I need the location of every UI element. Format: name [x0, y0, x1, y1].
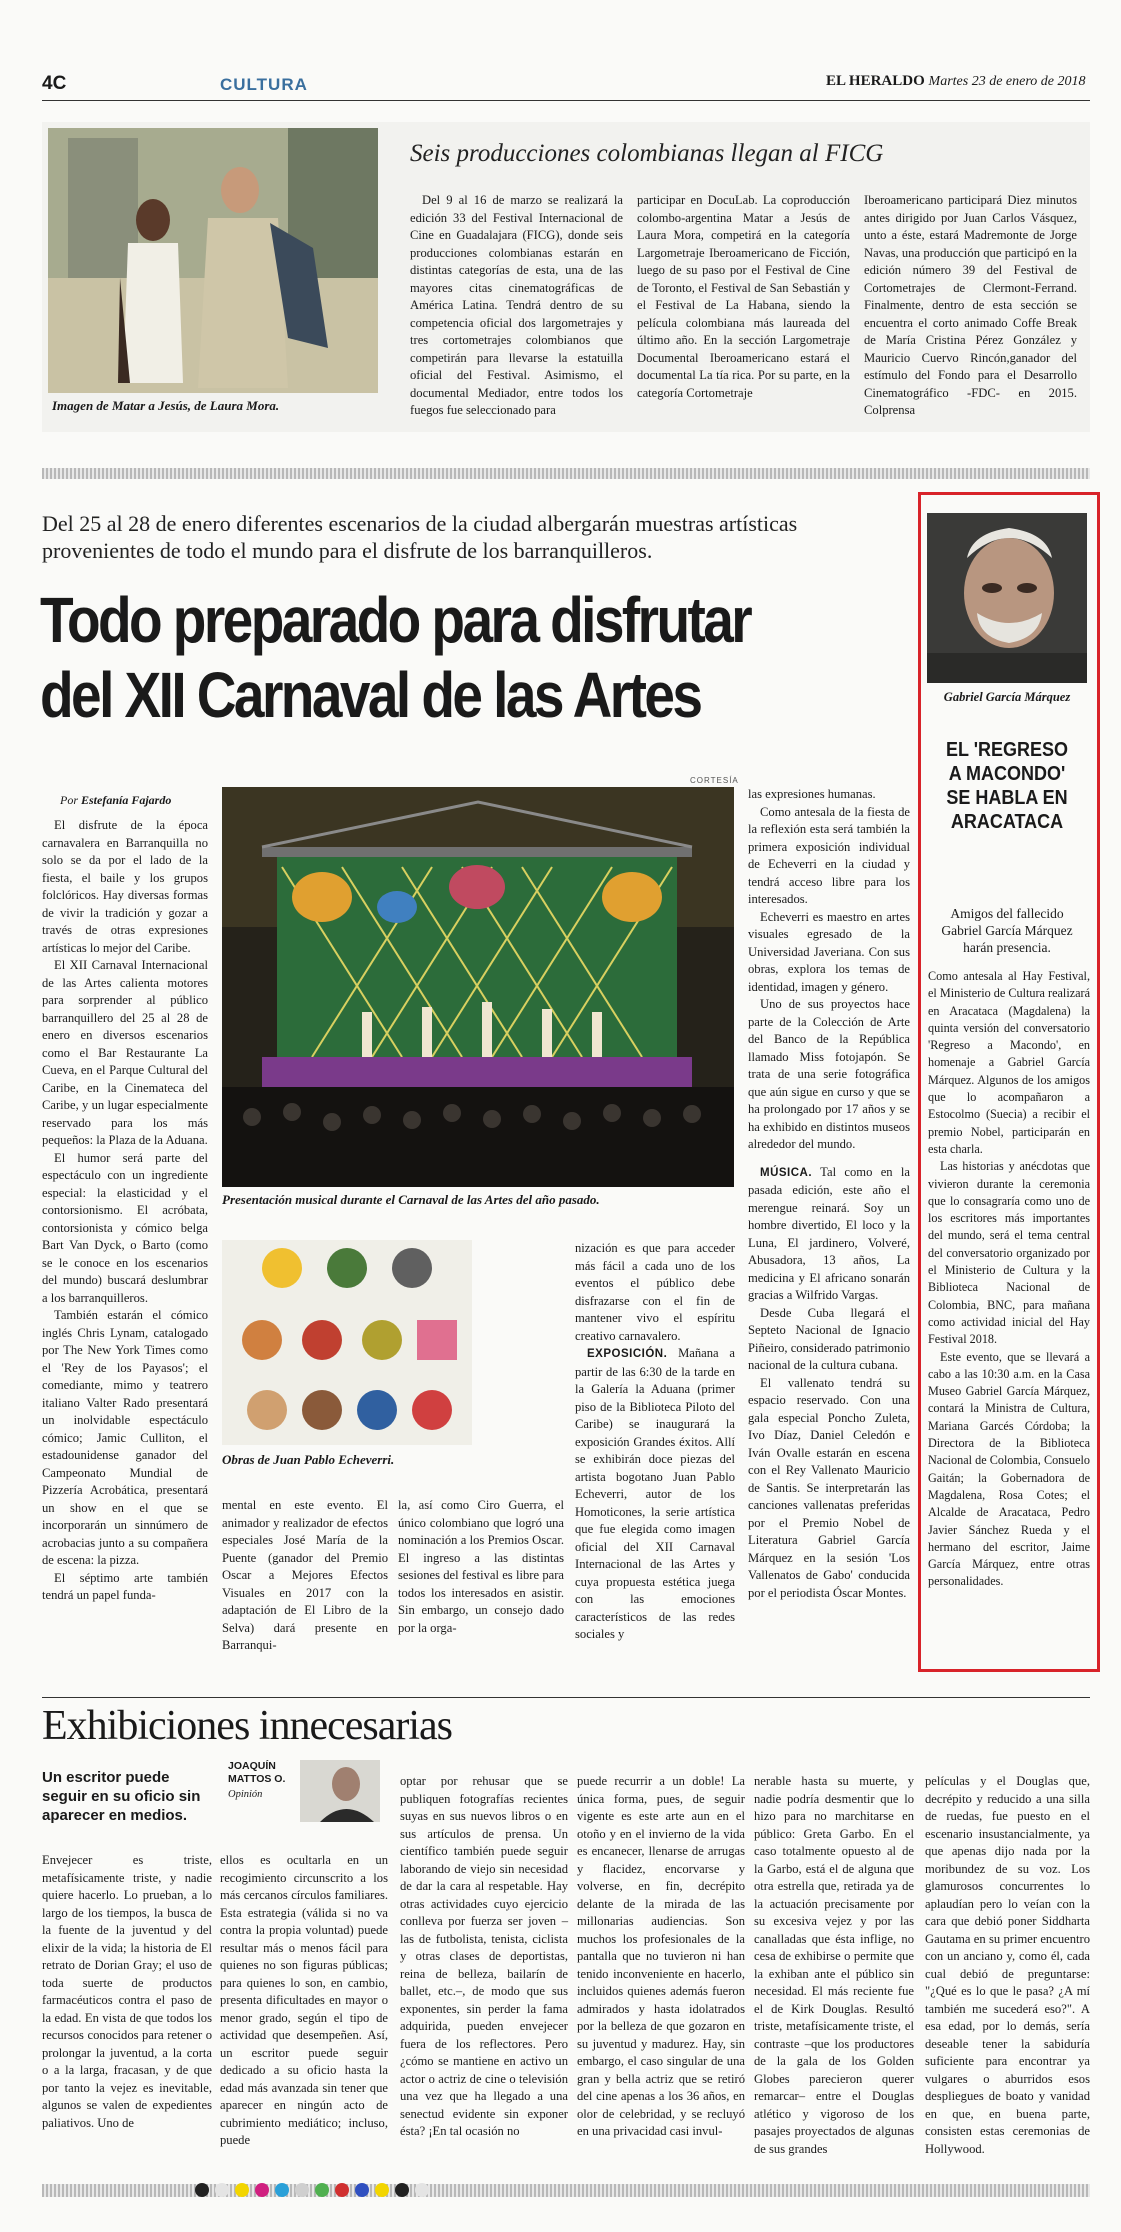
photo-credit: CORTESÍA	[690, 776, 739, 785]
opinion-col-2	[220, 1852, 388, 2150]
carnaval-col1-p2: El XII Carnaval Internacional de las Artes calienta motores para sorprender al público barranquillero del 25 al 28 de enero en diversos escenarios como el Bar Restaurante La Cueva, en el Parque Cultural del Caribe, en la Cinemateca del Caribe, y un lugar especialmente reservado para los más pequeños: la Plaza de la Aduana.	[42, 958, 208, 1147]
carnaval-col-5	[748, 786, 910, 1602]
carnaval-col4-text-a: nización es que para acceder más fácil a cada uno de los eventos el público debe disfrazarse con el fin de mantener vivo el espíritu creativo carnavalero.	[575, 1241, 735, 1343]
author-photo-svg	[300, 1760, 380, 1822]
registration-dot	[275, 2183, 289, 2197]
macondo-p1: Como antesala al Hay Festival, el Ministerio de Cultura realizará en Aracataca (Magdalena) la quinta versión del conversatorio 'Regreso a Macondo', en homenaje a Gabriel García Márquez. Algunos de los amigos que lo acompañaron a Estocolmo (Suecia) a recibir el premio Nobel, participarán en esta charla.	[928, 969, 1090, 1156]
opinion-label: Opinión	[228, 1789, 263, 1800]
registration-dot	[235, 2183, 249, 2197]
ficg-caption: Imagen de Matar a Jesús, de Laura Mora.	[52, 398, 280, 413]
opinion-col-1	[42, 1852, 212, 2132]
gabo-photo-svg	[927, 513, 1087, 683]
divider-stripe-1	[42, 468, 1090, 479]
ficg-photo-svg	[48, 128, 378, 393]
page-number: 4C	[42, 73, 67, 94]
carnaval-col5-p5	[748, 1164, 910, 1305]
header-rule	[42, 100, 1090, 101]
opinion-top-rule	[42, 1697, 1090, 1698]
carnaval-col5-p4: Uno de sus proyectos hace parte de la Colección de Arte del Banco de la República llamado Miss fotojapón. Se trata de una serie fotográfica que aún sigue en curso y que se ha prolongado por 17 años y se ha exhibido en distintos museos alrededor del mundo.	[748, 997, 910, 1151]
author-name: JOAQUÍN MATTOS O.	[228, 1760, 286, 1785]
carnaval-col5-p7: El vallenato tendrá su espacio reservado. Con una gala especial Poncho Zuleta, Ivo Díaz, Daniel Celedón e Iván Ovalle estarán en escena con el Rey Vallenato Mauricio de Santis. Se interpretarán las canciones vallenatas preferidas por el Premio Nobel de Literatura Gabriel García Márquez en la sesión 'Los Vallenatos de Gabo' conducida por el periodista Óscar Montes.	[748, 1375, 910, 1600]
registration-dot	[415, 2183, 429, 2197]
registration-dot	[195, 2183, 209, 2197]
registration-dot	[215, 2183, 229, 2197]
opinion-col-5	[754, 1773, 914, 2158]
byline	[60, 793, 171, 808]
ficg-title: Seis producciones colombianas llegan al FICG	[410, 140, 884, 167]
concert-photo-svg	[222, 787, 734, 1187]
opinion-col-6	[925, 1773, 1090, 2158]
carnaval-col1-p3: El humor será parte del espectáculo con un ingrediente especial: la elasticidad y el contorsionismo. El acróbata, contorsionista y cómico belga Bart Van Dyck, o Barto (como se le conoce en los escenarios del mundo) buscará deslumbrar a los barranquilleros.	[42, 1150, 208, 1305]
carnaval-col-2	[222, 1497, 388, 1655]
byline-author: Estefanía Fajardo	[81, 793, 172, 807]
ficg-photo	[48, 128, 378, 393]
macondo-body	[928, 968, 1090, 1591]
opinion-dek: Un escritor puede seguir en su oficio sin aparecer en medios.	[42, 1769, 201, 1824]
ficg-col-3-text: Iberoamericano participará Diez minutos antes dirigido por Juan Carlos Vásquez, unto a éste, estará Madremonte de Jorge Navas, una producción que participó en la edición número 39 del Festival de Cortometrajes de Clermont-Ferrand. Finalmente, dentro de esta sección se encuentra el corto animado Coffe Break de María Cristina Pérez González y Mauricio Cuervo Rincón,ganador del estímulo del Fondo para el Desarrollo Cinematográfico -FDC- en 2015. Colprensa	[864, 193, 1077, 417]
opinion-col4-text: puede recurrir a un doble! La única forma, pues, de seguir vigente es este arte aun en el otoño y en el invierno de la vida es encanecer, llenarse de arrugas y flacidez, encorvarse y volverse, en fin, decrépito delante de la mirada de las millonarias audiencias. Son muchos los profesionales de la pantalla que no tuvieron ni han tenido inconveniente en hacerlo, incluidos quienes además fueron admirados y hasta idolatrados por la belleza de que gozaron en su juventud y madurez. Hay, sin embargo, el caso singular de una gran y bella actriz que se retiró del cine apenas a los 36 años, en olor de celebridad, y se recluyó en una privacidad casi invul-	[577, 1774, 745, 2138]
opinion-col2-text: ellos es ocultarla en un recogimiento circunscrito a los más cercanos círculos familiares. Esta estrategia (válida si no va contra la propia voluntad) puede resultar más o menos fácil para quienes no son figuras públicas; para quienes lo son, en cambio, presenta dificultades en mayor o menor grado, según el tipo de actividad que desempeñen. Así, un escritor puede seguir dedicado a su oficio hasta la edad más avanzada sin tener que aparecer en ningún acto de cubrimiento mediático; incluso, puede	[220, 1853, 388, 2147]
carnaval-col-1	[42, 817, 208, 1605]
musica-label: MÚSICA.	[760, 1166, 813, 1179]
gabo-caption: Gabriel García Márquez	[943, 690, 1071, 704]
carnaval-col1-p4: También estarán el cómico inglés Chris Lynam, catalogado por The New York Times como el 'Rey de los Payasos'; el comediante, mimo y teatrero italiano Valter Rado presentará un inolvidable espectáculo cómico; Jamic Culliton, el estadounidense ganador del Campeonato Mundial de Pizzería Acrobática, presentará un show en el que se incorporarán un sinnúmero de acrobacias junto a su compañera de escena: la pizza.	[42, 1308, 208, 1567]
art-photo	[222, 1240, 472, 1445]
macondo-p3: Este evento, que se llevará a cabo a las 10:30 a.m. en la Casa Museo Gabriel García Márquez, contará la Ministra de Cultura, Mariana Garcés Córdoba; la Directora de la Biblioteca Nacional de Colombia, Consuelo Gaitán; la Gobernadora de Magdalena, Rosa Cotes; el Alcalde de Aracataca, Pedro Javier Sánchez Rueda y el hermano del escritor, Jaime García Márquez, entre otras personalidades.	[928, 1349, 1090, 1589]
issue-date: Martes 23 de enero de 2018	[928, 74, 1086, 89]
carnaval-col5-p3: Echeverri es maestro en artes visuales egresado de la Universidad Javeriana. Con sus obras, explora los temas de identidad, imagen y género.	[748, 909, 910, 994]
carnaval-col5-p6: Desde Cuba llegará el Septeto Nacional de Ignacio Piñeiro, considerado patrimonio nacional de la cultura cubana.	[748, 1305, 910, 1372]
opinion-col3-text: optar por rehusar que se publiquen fotografías recientes suyas en sus nuevos libros o en sus artículos de prensa. Un científico también puede seguir laborando de viejo sin necesidad de dar la cara al respetable. Hay otras actividades cuyo ejercicio conlleva por fuerza ser joven –las de futbolista, tenista, ciclista y otras clases de deportistas, reina de belleza, bailarín de ballet, etc.–, de modo que sus exponentes, sin perder la fama adquirida, pueden envejecer fuera de los reflectores. Pero ¿cómo se mantiene en activo un actor o actriz de cine o televisión una vez que ha llegado a una senectud evidente sin exponer ésta? ¡En tal ocasión no	[400, 1774, 568, 2138]
macondo-dek: Amigos del fallecido Gabriel García Márquez harán presencia.	[941, 906, 1073, 955]
carnaval-col-4	[575, 1240, 735, 1644]
carnaval-kicker: Del 25 al 28 de enero diferentes escenarios de la ciudad albergarán muestras artísticas provenientes de todo el mundo para el disfrute de los barranquilleros.	[42, 511, 798, 563]
registration-dot	[295, 2183, 309, 2197]
paper-title: EL HERALDO	[826, 73, 925, 89]
carnaval-col3-text: la, así como Ciro Guerra, el único colombiano que logró una nominación a los Premios Oscar. El ingreso a las distintas sesiones del festival es libre para todos los interesados en asistir. Sin embargo, un consejo dado por la orga-	[398, 1498, 564, 1635]
registration-dot	[255, 2183, 269, 2197]
registration-dot	[315, 2183, 329, 2197]
art-caption: Obras de Juan Pablo Echeverri.	[222, 1452, 395, 1467]
carnaval-col2-text: mental en este evento. El animador y realizador de efectos especiales José María de la Puente (ganador del Premio Oscar a Mejores Efectos Visuales en 2017 con la adaptación de El Libro de la Selva) dará presente en Barranqui-	[222, 1498, 388, 1652]
opinion-col6-text: películas y el Douglas que, decrépito y reducido a una silla de ruedas, fue puesto en el escenario insustancialmente, ya que apenas dijo nada por la moribundez de su voz. Los glamurosos concurrentes lo aplaudían pero lo veían con la cara que debió poner Siddharta Gautama en su primer encuentro con un anciano y, como él, cada cual debió de preguntarse: "¿Qué es lo que le pasa? ¿A mí también me sucederá eso?". A esa edad, por lo demás, sería deseable tener la sabiduría suficiente para encontrar ya vulgares o aburridos esos despliegues de boato y vanidad en que, en buena parte, consisten estas ceremonias de Hollywood.	[925, 1774, 1090, 2156]
opinion-col-4	[577, 1773, 745, 2141]
opinion-col5-text: nerable hasta su muerte, y nadie podría desmentir que lo hizo para no marchitarse en público: Greta Garbo. En el caso totalmente opuesto al de la Garbo, está el de alguna que otra estrella que, retirada ya de la actuación precisamente por su excesiva vejez y por las canalladas que ésta inflige, no cesa de exhibirse o permite que la exhiban ante el público sin necesidad. El más reciente fue el de Kirk Douglas. Resultó triste, metafísicamente triste, el contraste –que los productores de la gala de los Golden Globes parecieron querer remarcar– entre el Douglas atlético y vigoroso de los pasajes proyectados de algunas de sus grandes	[754, 1774, 914, 2156]
ficg-col-3	[864, 192, 1077, 420]
section-label: CULTURA	[220, 75, 308, 94]
author-photo	[300, 1760, 380, 1822]
registration-dot	[395, 2183, 409, 2197]
carnaval-col5-p1: las expresiones humanas.	[748, 787, 876, 801]
carnaval-col4-text-b	[575, 1345, 735, 1644]
opinion-title: Exhibiciones innecesarias	[42, 1703, 453, 1749]
ficg-col-1-text: Del 9 al 16 de marzo se realizará la edición 33 del Festival Internacional de Cine en Guadalajara (FICG), donde seis producciones colombianas estarán en distintas categorías de esta, una de las mayores citas cinematográficas de América Latina. Tendrá dentro de su competencia oficial dos largometrajes y tres cortometrajes colombianos que competirán para llevarse la estatuilla oficial del Festival. Asimismo, el documental Mediador, entre todos los fuegos fue seleccionado para	[410, 193, 623, 417]
concert-photo	[222, 787, 734, 1187]
opinion-col1-text: Envejecer es triste, metafísicamente triste, y nadie quiere hacerlo. Lo prueban, a lo largo de los tiempos, la busca de la fuente de la juventud y del elixir de la vida; la historia de El retrato de Dorian Gray; el uso de toda suerte de productos farmacéuticos contra el paso de la edad. En vista de que todos los recursos conocidos para retener o prolongar la juventud, a la corta o a la larga, fracasan, y de que por tanto la vejez es inevitable, algunos se valen de expedientes paliativos. Uno de	[42, 1853, 212, 2130]
gabo-photo	[927, 513, 1087, 683]
byline-prefix: Por	[60, 793, 78, 807]
registration-marks	[195, 2183, 615, 2198]
carnaval-headline-1: Todo preparado para disfrutar	[40, 584, 751, 656]
paper-name	[826, 73, 1085, 90]
carnaval-col-3	[398, 1497, 564, 1637]
carnaval-col4-exposicion: Mañana a partir de las 6:30 de la tarde en la Galería la Aduana (primer piso de la Biblioteca Piloto del Caribe) se inaugurará la exposición Grandes éxitos. Allí se exhibirán doce piezas del artista bogotano Juan Pablo Echeverri, autor de los Homoticones, la serie artística que fue elegida como imagen oficial del XII Carnaval Internacional de las Artes y cuya propuesta estética juega con las emociones característicos de las redes sociales y	[575, 1346, 735, 1641]
macondo-title: EL 'REGRESO A MACONDO' SE HABLA EN ARACATACA	[946, 739, 1068, 833]
ficg-col-2	[637, 192, 850, 402]
carnaval-col5-musica: Tal como en la pasada edición, este año el merengue reinará. Soy un hombre divertido, El loco y la Luna, El jardinero, Volveré, Abusadora, 13 años, La medicina y El africano sonarán gracias a Wilfrido Vargas.	[748, 1164, 911, 1302]
registration-dot	[335, 2183, 349, 2197]
opinion-col-3	[400, 1773, 568, 2141]
art-photo-svg	[222, 1240, 472, 1445]
registration-dot	[355, 2183, 369, 2197]
registration-dot	[375, 2183, 389, 2197]
carnaval-col1-p5: El séptimo arte también tendrá un papel funda-	[42, 1570, 208, 1602]
exposicion-label: EXPOSICIÓN.	[587, 1348, 668, 1360]
concert-caption: Presentación musical durante el Carnaval de las Artes del año pasado.	[222, 1192, 600, 1207]
ficg-col-1	[410, 192, 623, 420]
carnaval-headline-2: del XII Carnaval de las Artes	[40, 659, 701, 731]
macondo-p2: Las historias y anécdotas que vivieron durante la ceremonia que lo consagraría como uno de los escritores más importantes del mundo, será el tema central del conversatorio organizado por el Ministerio de Cultura y la Biblioteca Nacional de Colombia, BNC, para mañana como actividad inicial del Hay Festival 2018.	[928, 1159, 1090, 1347]
carnaval-col5-p2: Como antesala de la fiesta de la reflexión esta será también la primera exposición individual de Echeverri en la ciudad y tendrá acceso libre para los interesados.	[748, 804, 910, 906]
ficg-col-2-text: participar en DocuLab. La coproducción colombo-argentina Matar a Jesús de Laura Mora, competirá en la categoría Largometraje Iberoamericano de Ficción, luego de su paso por el Festival de Cine de Toronto, el Festival de San Sebastián y el Festival de La Habana, siendo la película colombiana más laureada del último año. En la sección Largometraje Documental Iberoamericano estará el documental La tía rica. Por su parte, en la categoría Cortometraje	[637, 193, 850, 400]
carnaval-col1-p1: El disfrute de la época carnavalera en Barranquilla no solo se da por el lado de la fiesta, el baile y los grupos folclóricos. Hay diversas formas de vivir la tradición y gozar a través de otras expresiones artísticas lo mejor del Caribe.	[42, 818, 208, 955]
